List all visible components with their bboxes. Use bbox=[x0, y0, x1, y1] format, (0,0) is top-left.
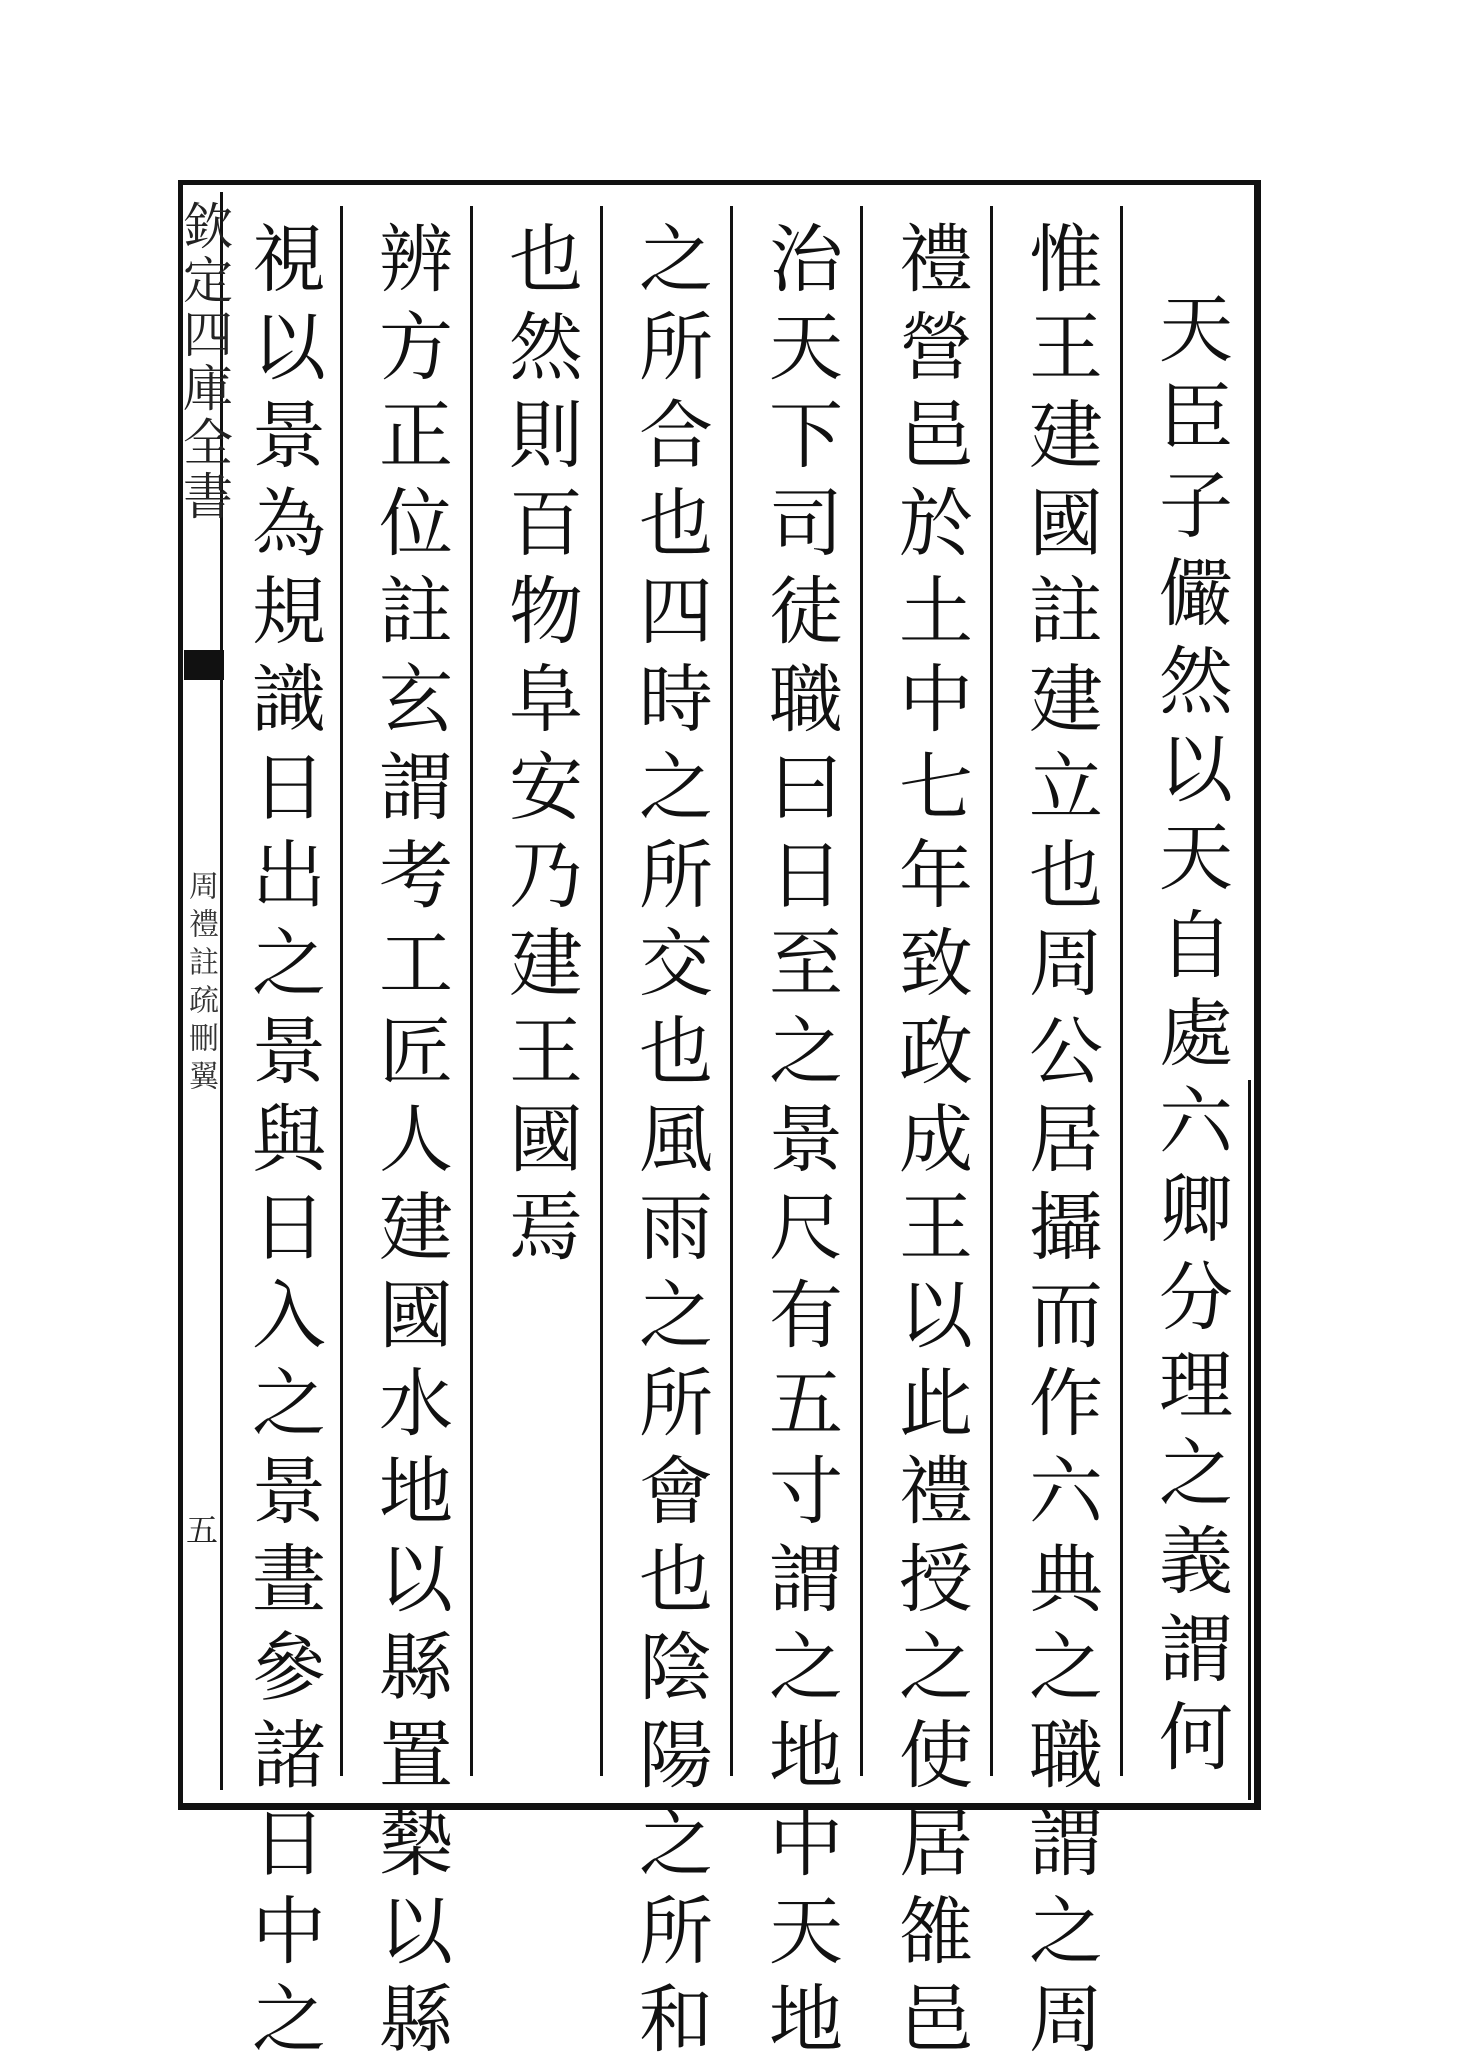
text-column-3: 禮營邑於土中七年致政成王以此禮授之使居雒邑 bbox=[887, 220, 973, 2068]
text-column-6: 也然則百物阜安乃建王國焉 bbox=[497, 220, 583, 1276]
column-rule bbox=[340, 206, 343, 1776]
column-rule bbox=[1120, 206, 1123, 1776]
fishtail-rule bbox=[184, 676, 224, 680]
column-rule bbox=[860, 206, 863, 1776]
column-rule bbox=[600, 206, 603, 1776]
fishtail-mark bbox=[184, 650, 224, 676]
text-column-1: 天臣子儼然以天自處六卿分理之義謂何 bbox=[1147, 290, 1233, 1786]
margin-title: 欽定四庫全書 bbox=[175, 200, 233, 524]
text-column-7: 辨方正位註玄謂考工匠人建國水地以縣置槷以縣 bbox=[367, 220, 453, 2068]
column-rule bbox=[470, 206, 473, 1776]
text-column-8: 視以景為規識日出之景與日入之景晝參諸日中之 bbox=[240, 220, 326, 2068]
column-rule bbox=[730, 206, 733, 1776]
column-rule bbox=[990, 206, 993, 1776]
text-column-4: 治天下司徒職曰日至之景尺有五寸謂之地中天地 bbox=[757, 220, 843, 2068]
margin-page-number: 五 bbox=[186, 1511, 219, 1549]
text-column-2: 惟王建國註建立也周公居攝而作六典之職謂之周 bbox=[1017, 220, 1103, 2068]
text-column-5: 之所合也四時之所交也風雨之所會也陰陽之所和 bbox=[627, 220, 713, 2068]
margin-book-title: 周禮註疏刪翼 bbox=[183, 870, 218, 1098]
frame-edge-rule bbox=[1248, 1080, 1263, 1800]
